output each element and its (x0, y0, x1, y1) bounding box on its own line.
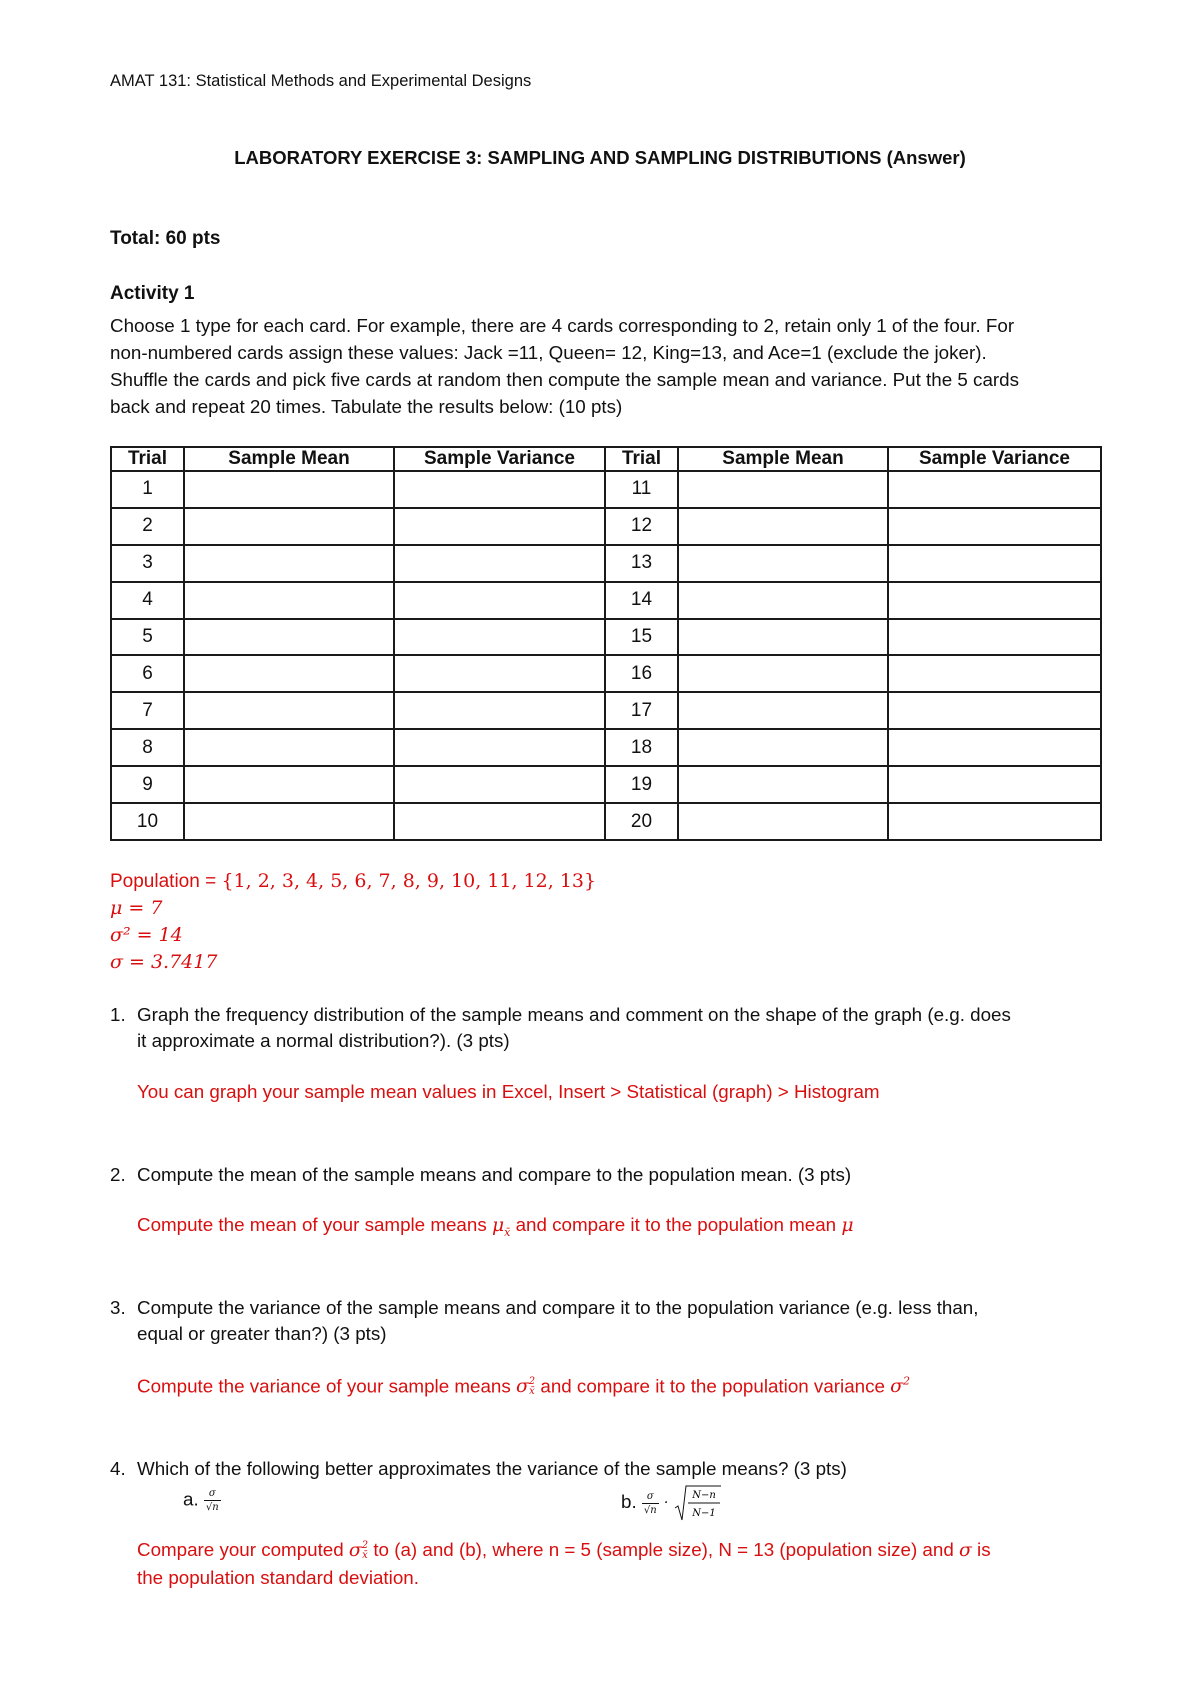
sample-mean-cell (184, 655, 394, 692)
sample-variance-cell (394, 619, 605, 656)
population-block (110, 868, 596, 976)
fpc-numerator: N−n (691, 1490, 716, 1501)
table-row (111, 729, 1101, 766)
sample-mean-cell (678, 508, 888, 545)
population-variance: σ² = 14 (110, 924, 183, 946)
instruction-line: Shuffle the cards and pick five cards at random then compute the sample mean and variance. Put the 5 cards (110, 369, 1019, 390)
sample-mean-cell (678, 766, 888, 803)
sample-variance-cell (888, 471, 1101, 508)
trial-number-cell: 18 (605, 729, 678, 766)
sample-mean-cell (678, 582, 888, 619)
sample-mean-cell (184, 545, 394, 582)
sample-mean-cell (184, 803, 394, 840)
activity-instructions (110, 312, 1100, 420)
sample-mean-cell (678, 692, 888, 729)
table-row (111, 508, 1101, 545)
trial-number-cell: 2 (111, 508, 184, 545)
column-header: Sample Mean (184, 447, 394, 471)
column-header: Sample Variance (394, 447, 605, 471)
sample-mean-cell (184, 729, 394, 766)
sigma-squared-symbol: $\sigma^2$ (890, 1375, 910, 1398)
question-2 (110, 1162, 1110, 1188)
population-label: Population = (110, 871, 222, 892)
instruction-line: back and repeat 20 times. Tabulate the results below: (10 pts) (110, 396, 623, 417)
question-1 (110, 1002, 1110, 1054)
sample-variance-cell (888, 729, 1101, 766)
sigma-xbar-squared-symbol: σ 2 x̄ (515, 1376, 536, 1398)
sample-variance-cell (394, 655, 605, 692)
sample-variance-cell (394, 766, 605, 803)
activity-heading: Activity 1 (110, 283, 195, 304)
option-a (183, 1487, 221, 1514)
sample-variance-cell (888, 766, 1101, 803)
trial-number-cell: 13 (605, 545, 678, 582)
question-number: 3. (110, 1297, 126, 1318)
mu-xbar-symbol: $\mu_{x̄}$ (491, 1215, 511, 1239)
option-b (621, 1484, 722, 1522)
table-row (111, 619, 1101, 656)
sample-variance-cell (888, 803, 1101, 840)
trial-number-cell: 19 (605, 766, 678, 803)
table-row (111, 803, 1101, 840)
sample-variance-cell (888, 545, 1101, 582)
total-points: Total: 60 pts (110, 228, 221, 249)
sigma-xbar-squared-symbol: σ 2 x̄ (348, 1540, 369, 1561)
trial-number-cell: 10 (111, 803, 184, 840)
question-text: equal or greater than?) (3 pts) (137, 1323, 387, 1344)
question-text: it approximate a normal distribution?). (3 pts) (137, 1030, 510, 1051)
sample-mean-cell (184, 471, 394, 508)
answer-2 (137, 1214, 854, 1239)
option-label: b. (621, 1490, 637, 1512)
question-text: Compute the mean of the sample means and compare to the population mean. (3 pts) (137, 1164, 852, 1185)
finite-population-correction (674, 1484, 722, 1522)
trial-number-cell: 5 (111, 619, 184, 656)
table-row (111, 655, 1101, 692)
table-header-row (111, 447, 1101, 471)
sample-variance-cell (888, 582, 1101, 619)
fpc-denominator: N−1 (691, 1508, 716, 1519)
sample-variance-cell (394, 545, 605, 582)
sample-variance-cell (394, 803, 605, 840)
answer-text: Compare your computed (137, 1539, 349, 1560)
sample-variance-cell (888, 619, 1101, 656)
page-title: LABORATORY EXERCISE 3: SAMPLING AND SAMPLING DISTRIBUTIONS (Answer) (234, 147, 966, 168)
answer-3 (137, 1375, 910, 1397)
trial-number-cell: 6 (111, 655, 184, 692)
question-number: 4. (110, 1458, 126, 1479)
answer-text: to (a) and (b), where n = 5 (sample size), N = 13 (population size) and (368, 1539, 959, 1560)
course-header: AMAT 131: Statistical Methods and Experimental Designs (110, 72, 532, 90)
column-header: Sample Mean (678, 447, 888, 471)
sample-mean-cell (184, 619, 394, 656)
answer-4 (137, 1536, 1117, 1591)
trial-number-cell: 14 (605, 582, 678, 619)
question-number: 1. (110, 1004, 126, 1025)
trial-number-cell: 11 (605, 471, 678, 508)
sigma-over-root-n-formula: $\frac{\sigma}{√n}$ (643, 1490, 657, 1516)
question-text: Compute the variance of the sample means and compare it to the population variance (e.g. less than, (137, 1297, 979, 1318)
answer-1: You can graph your sample mean values in Excel, Insert > Statistical (graph) > Histogram (137, 1081, 880, 1102)
trial-number-cell: 15 (605, 619, 678, 656)
question-4 (110, 1456, 1110, 1482)
population-sd: σ = 3.7417 (110, 951, 218, 973)
trial-number-cell: 9 (111, 766, 184, 803)
question-number: 2. (110, 1164, 126, 1185)
instruction-line: Choose 1 type for each card. For example, there are 4 cards corresponding to 2, retain only 1 of the four. For (110, 315, 1015, 336)
sqrt-radical-icon (674, 1484, 722, 1522)
sigma-over-root-n-formula: $\frac{\sigma}{√n}$ (205, 1488, 219, 1513)
answer-text: is (971, 1539, 991, 1560)
population-values: {1, 2, 3, 4, 5, 6, 7, 8, 9, 10, 11, 12, 13} (221, 870, 597, 892)
option-label: a. (183, 1488, 199, 1510)
mu-symbol: μ (841, 1215, 854, 1236)
table-row (111, 582, 1101, 619)
trial-number-cell: 7 (111, 692, 184, 729)
trial-number-cell: 4 (111, 582, 184, 619)
answer-line: the population standard deviation. (137, 1567, 419, 1588)
column-header: Sample Variance (888, 447, 1101, 471)
sample-variance-cell (394, 582, 605, 619)
sample-mean-cell (678, 619, 888, 656)
sample-mean-cell (678, 655, 888, 692)
sample-variance-cell (394, 471, 605, 508)
answer-text: Compute the variance of your sample means (137, 1375, 516, 1397)
trial-number-cell: 3 (111, 545, 184, 582)
question-text: Which of the following better approximates the variance of the sample means? (3 pts) (137, 1458, 847, 1479)
table-row (111, 766, 1101, 803)
sample-mean-cell (184, 766, 394, 803)
table-row (111, 692, 1101, 729)
question-3 (110, 1295, 1110, 1347)
sample-variance-cell (888, 655, 1101, 692)
trial-number-cell: 1 (111, 471, 184, 508)
question-text: Graph the frequency distribution of the sample means and comment on the shape of the graph (e.g. does (137, 1004, 1011, 1025)
sample-mean-cell (184, 582, 394, 619)
population-set (110, 868, 596, 895)
sample-mean-cell (678, 803, 888, 840)
trial-number-cell: 20 (605, 803, 678, 840)
instruction-line: non-numbered cards assign these values: Jack =11, Queen= 12, King=13, and Ace=1 (exclude the joker). (110, 342, 987, 363)
sample-variance-cell (394, 729, 605, 766)
trial-number-cell: 12 (605, 508, 678, 545)
sample-mean-cell (184, 508, 394, 545)
column-header: Trial (605, 447, 678, 471)
trials-table (110, 446, 1102, 841)
table-row (111, 471, 1101, 508)
trial-number-cell: 16 (605, 655, 678, 692)
sigma-symbol: σ (958, 1540, 972, 1561)
column-header: Trial (111, 447, 184, 471)
population-mean: μ = 7 (110, 897, 163, 919)
sample-mean-cell (184, 692, 394, 729)
table-row (111, 545, 1101, 582)
answer-text: and compare it to the population variance (535, 1375, 891, 1397)
dot-operator: · (663, 1495, 669, 1511)
answer-line (137, 1536, 1117, 1564)
sample-mean-cell (678, 729, 888, 766)
sample-mean-cell (678, 545, 888, 582)
sample-mean-cell (678, 471, 888, 508)
answer-text: Compute the mean of your sample means (137, 1214, 492, 1235)
sample-variance-cell (888, 508, 1101, 545)
trial-number-cell: 8 (111, 729, 184, 766)
sample-variance-cell (394, 692, 605, 729)
sample-variance-cell (394, 508, 605, 545)
sample-variance-cell (888, 692, 1101, 729)
answer-text: and compare it to the population mean (510, 1214, 842, 1235)
trial-number-cell: 17 (605, 692, 678, 729)
